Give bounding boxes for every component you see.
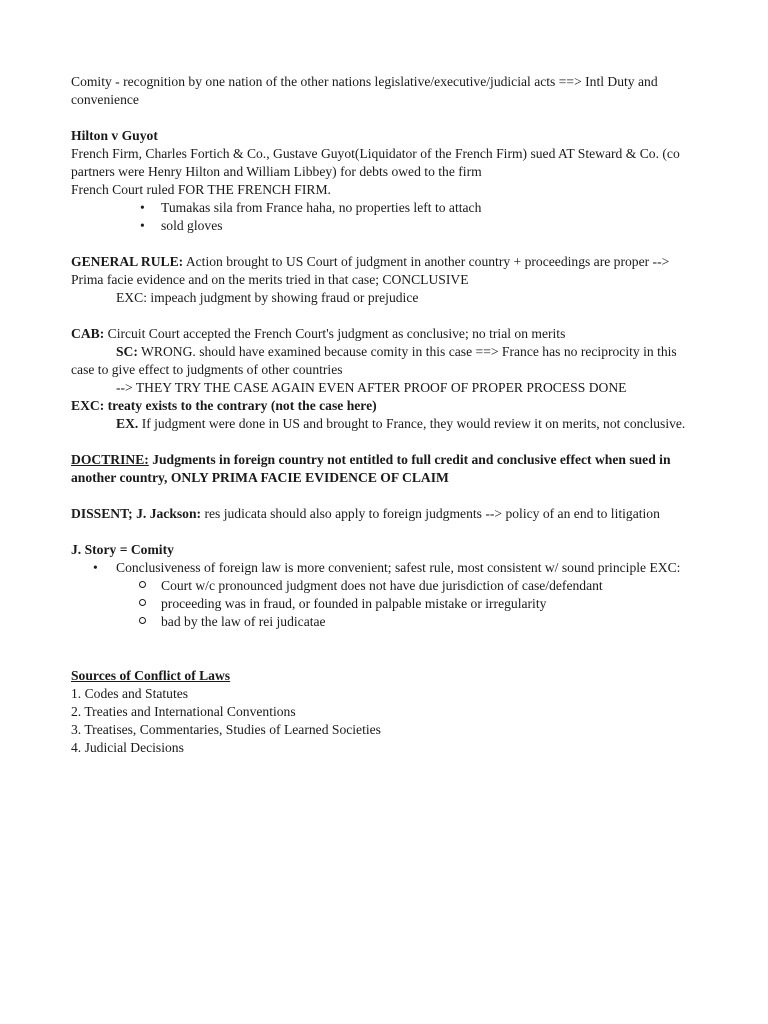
circle-bullet-icon (139, 581, 146, 588)
doctrine: DOCTRINE: Judgments in foreign country not entitled to full credit and conclusive effect when sued in another country, ONLY PRIMA FACIE EVIDENCE OF CLAIM (71, 452, 671, 485)
sc-ruling: SC: WRONG. should have examined because comity in this case ==> France has no reciprocity in this case to give effect to judgments of other countries (71, 344, 677, 377)
bullet-icon: • (140, 218, 145, 233)
case-facts: French Firm, Charles Fortich & Co., Gustave Guyot(Liquidator of the French Firm) sued AT Steward & Co. (co partners were Henry Hilton and William Libbey) for debts owed to the firm (71, 146, 680, 179)
case-notes-list (71, 199, 697, 235)
document-page (71, 73, 697, 757)
list-item: • sold gloves (140, 218, 223, 233)
list-item: 2. Treaties and International Conventions (71, 704, 296, 719)
circle-bullet-icon (139, 617, 146, 624)
french-court-ruling: French Court ruled FOR THE FRENCH FIRM. (71, 182, 331, 197)
list-item: 1. Codes and Statutes (71, 686, 189, 701)
case-title: Hilton v Guyot (71, 128, 158, 143)
cab-ruling: CAB: Circuit Court accepted the French Court's judgment as conclusive; no trial on merits (71, 326, 566, 341)
list-item: • Tumakas sila from France haha, no properties left to attach (140, 200, 482, 215)
story-title: J. Story = Comity (71, 542, 174, 557)
bullet-icon: • (93, 560, 98, 575)
sources-title: Sources of Conflict of Laws (71, 668, 231, 683)
retry-note: --> THEY TRY THE CASE AGAIN EVEN AFTER PROOF OF PROPER PROCESS DONE (116, 380, 627, 395)
bullet-icon: • (140, 200, 145, 215)
comity-definition: Comity - recognition by one nation of the other nations legislative/executive/judicial acts ==> Intl Duty and convenience (71, 74, 658, 107)
general-rule: GENERAL RULE: Action brought to US Court of judgment in another country + proceedings are proper --> Prima facie evidence and on the merits tried in that case; CONCLUSIVE (71, 254, 670, 287)
list-item: 4. Judicial Decisions (71, 740, 184, 755)
list-item: bad by the law of rei judicatae (93, 613, 697, 631)
story-exceptions-list (71, 577, 697, 631)
treaty-exception: EXC: treaty exists to the contrary (not the case here) (71, 398, 377, 413)
list-item: Court w/c pronounced judgment does not have due jurisdiction of case/defendant (93, 577, 697, 595)
story-list (71, 559, 697, 577)
example-note: EX. If judgment were done in US and brought to France, they would review it on merits, not conclusive. (116, 416, 686, 431)
general-rule-exception: EXC: impeach judgment by showing fraud or prejudice (116, 290, 419, 305)
dissent: DISSENT; J. Jackson: res judicata should also apply to foreign judgments --> policy of an end to litigation (71, 506, 660, 521)
list-item: 3. Treatises, Commentaries, Studies of Learned Societies (71, 722, 381, 737)
list-item: • Conclusiveness of foreign law is more convenient; safest rule, most consistent w/ sound principle EXC: (93, 560, 681, 575)
circle-bullet-icon (139, 599, 146, 606)
list-item: proceeding was in fraud, or founded in palpable mistake or irregularity (93, 595, 697, 613)
